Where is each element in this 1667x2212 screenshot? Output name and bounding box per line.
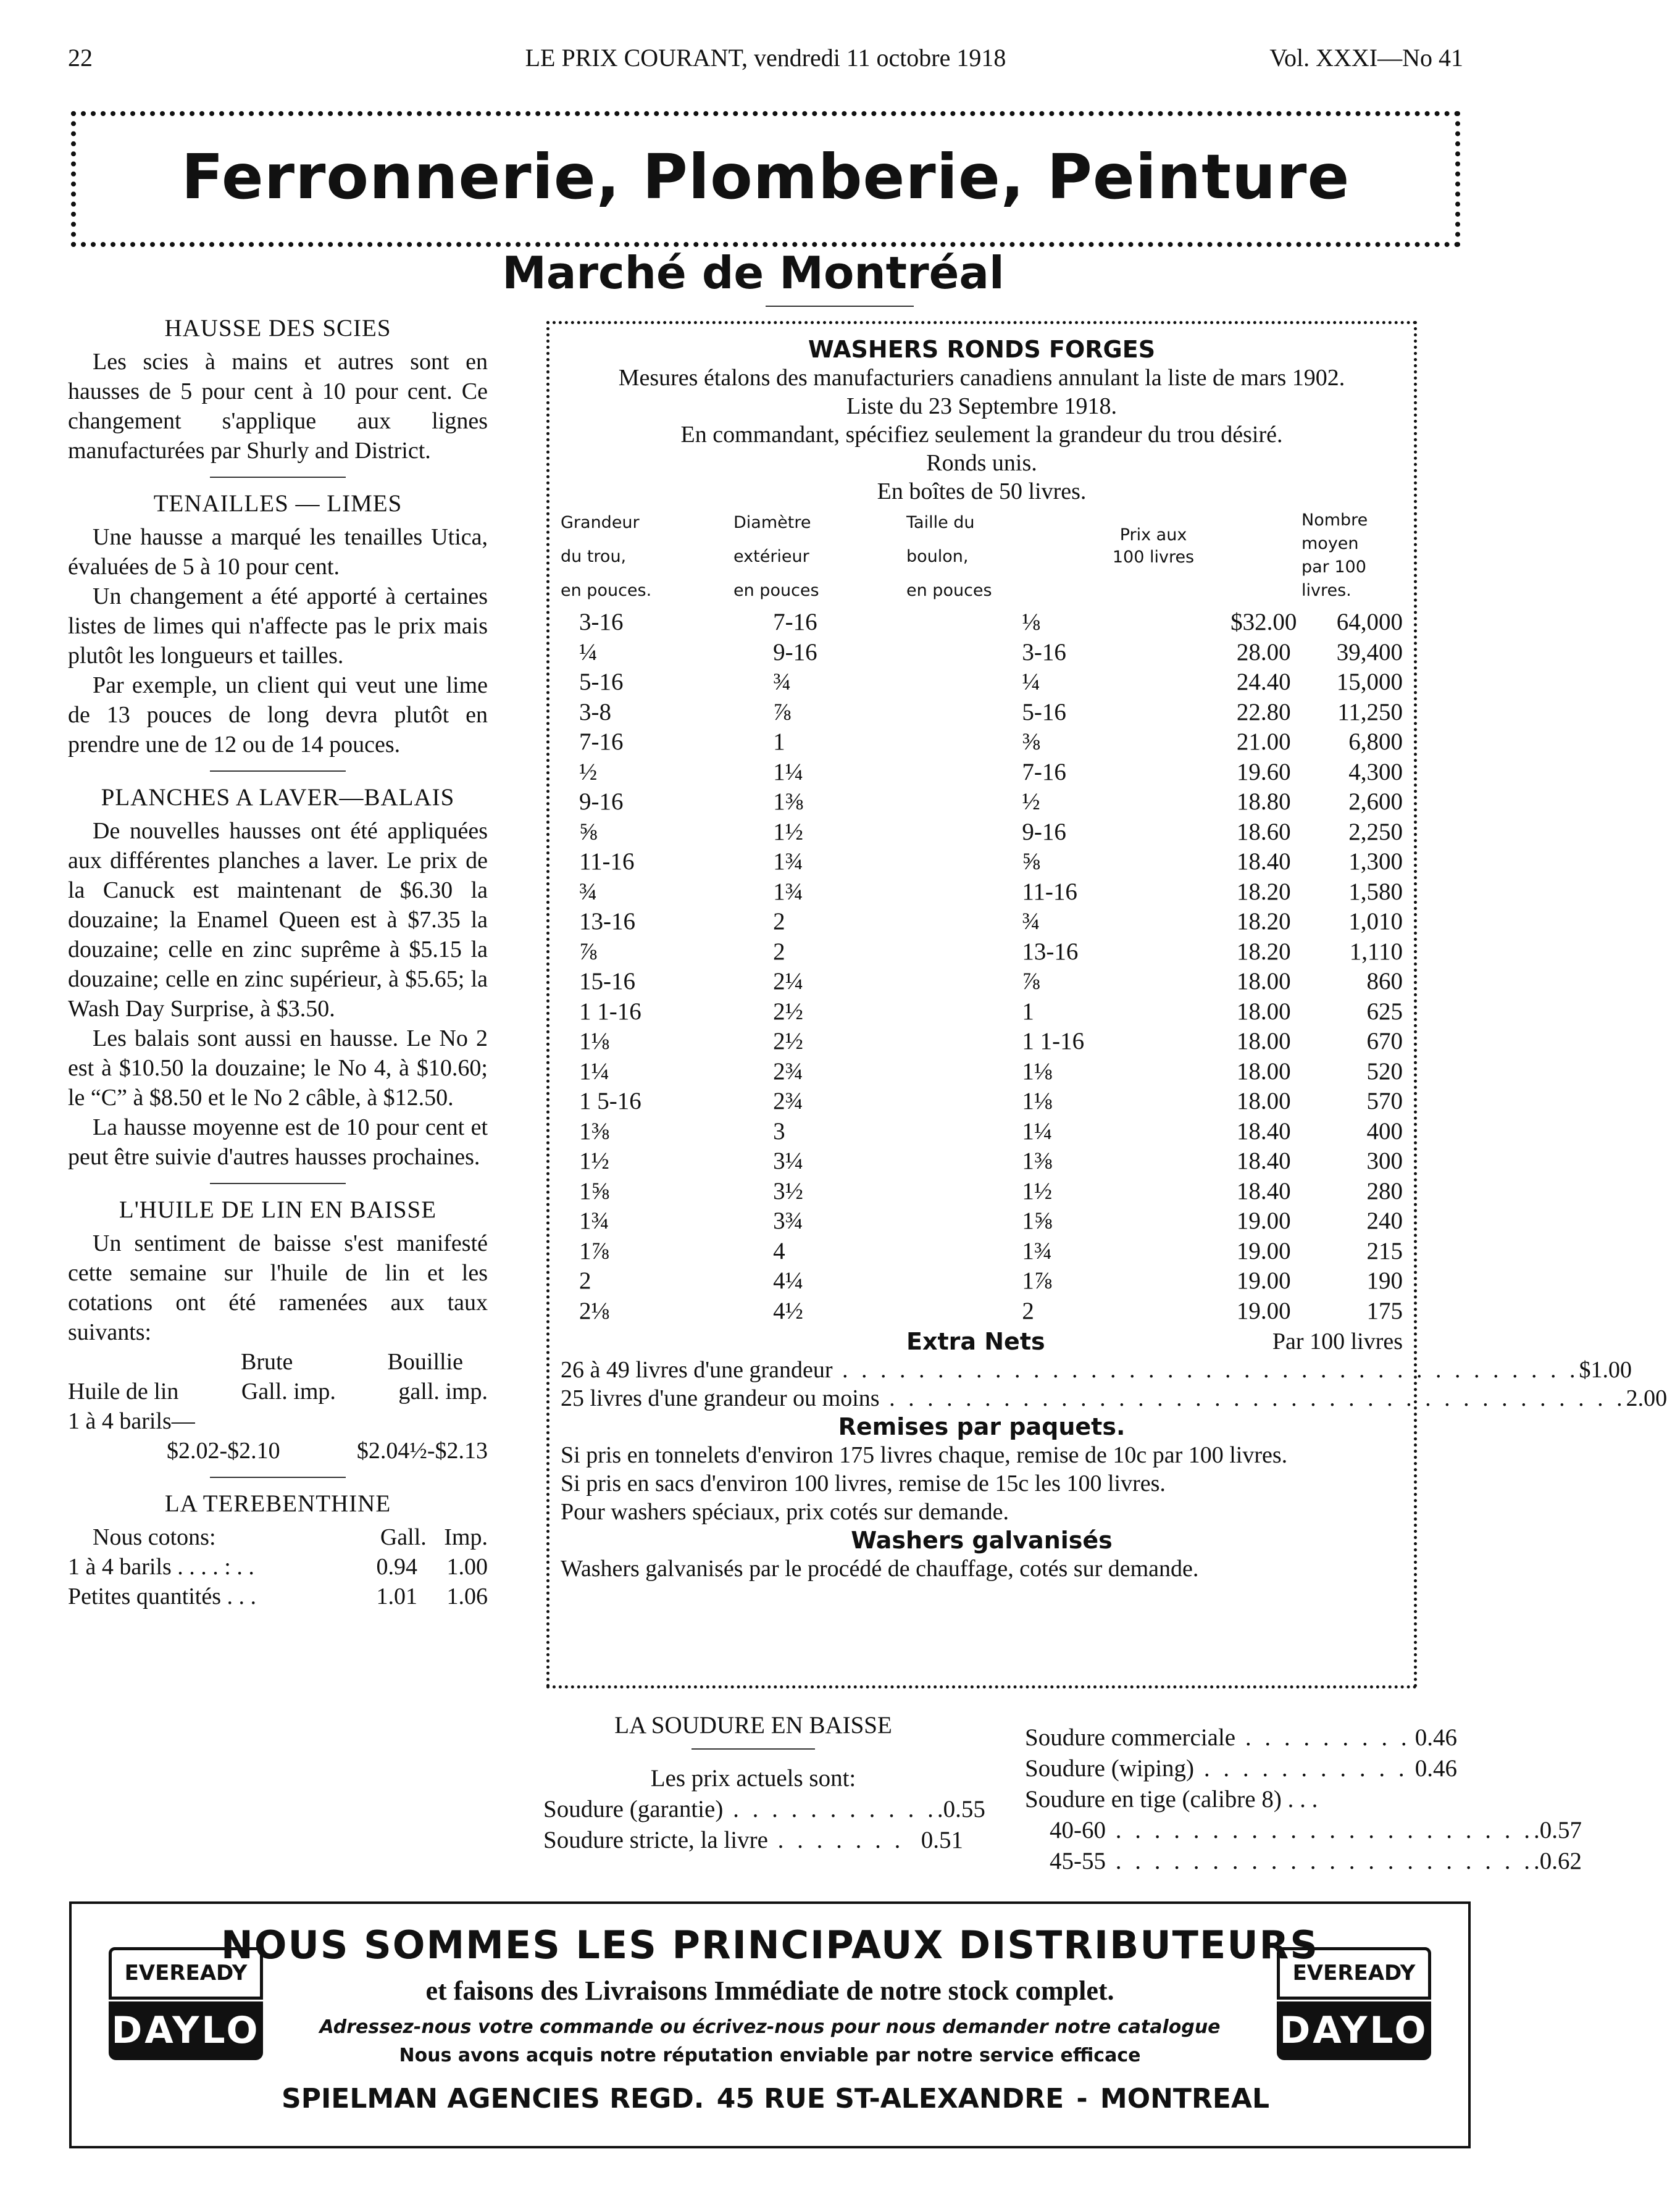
cell-grandeur: 15-16	[579, 968, 635, 995]
soudure-r4-value: 0.46	[1414, 1755, 1457, 1782]
cell-prix: 18.80	[1236, 788, 1291, 815]
col-header-taille	[906, 506, 992, 607]
dot-leader: . . . . . . .	[767, 1827, 905, 1853]
col-header-nombre	[1301, 509, 1368, 603]
col-header-line: Diamètre	[733, 513, 811, 532]
cell-grandeur: 1⅝	[579, 1177, 609, 1204]
cell-diametre: 3¾	[773, 1208, 803, 1234]
ad-line-2: et faisons des Livraisons Immédiate de notre stock complet.	[425, 1976, 1114, 2006]
remises-title: Remises par paquets.	[838, 1413, 1126, 1440]
washers-intro-3: En commandant, spécifiez seulement la grandeur du trou désiré.	[680, 422, 1283, 448]
extra-2-value: 2.00	[1626, 1385, 1667, 1411]
col-header-line: extérieur	[733, 547, 809, 566]
tereb-row-2	[68, 1582, 488, 1611]
cell-nombre: 300	[1366, 1148, 1403, 1174]
soudure-r7-label: 45-55	[1050, 1848, 1106, 1874]
cell-diametre: 7-16	[773, 609, 817, 635]
cell-grandeur: 9-16	[579, 788, 624, 815]
remises-2: Si pris en sacs d'environ 100 livres, remise de 15c les 100 livres.	[561, 1471, 1166, 1496]
cell-taille: ¼	[1022, 669, 1040, 695]
cell-grandeur: 11-16	[579, 848, 635, 875]
tereb-r2-values	[377, 1582, 488, 1611]
divider	[691, 1748, 815, 1750]
extra-line-1	[561, 1356, 1632, 1384]
dot-leader: . . . . . . . . . . .	[723, 1796, 937, 1822]
cell-prix: 21.00	[1236, 728, 1291, 755]
huile-qty: 1 à 4 barils—	[68, 1408, 195, 1434]
cell-nombre: 175	[1366, 1297, 1403, 1324]
cell-grandeur: 1½	[579, 1148, 609, 1174]
table-row	[561, 877, 1403, 908]
col-header-line: Grandeur	[561, 513, 640, 532]
cell-prix: 18.00	[1236, 1028, 1291, 1054]
cell-diametre: 2¼	[773, 968, 803, 995]
soudure-r4-label: Soudure (wiping)	[1025, 1755, 1195, 1782]
cell-nombre: 1,110	[1349, 938, 1403, 965]
tereb-header-row	[68, 1522, 488, 1552]
ad-line-3: Adressez-nous votre commande ou écrivez-nous pour nous demander notre catalogue	[319, 2016, 1221, 2038]
table-row	[561, 638, 1403, 668]
cell-diametre: 1½	[773, 818, 803, 845]
table-row	[561, 1027, 1403, 1057]
cell-diametre: 1¼	[773, 758, 803, 785]
cell-nombre: 64,000	[1336, 609, 1403, 635]
table-row	[561, 1146, 1403, 1177]
col-header-line: 100 livres	[1112, 548, 1195, 567]
table-row	[561, 727, 1403, 758]
cell-taille: ⅝	[1022, 848, 1040, 875]
soudure-r1-value: .0.55	[937, 1796, 985, 1822]
cell-grandeur: 2⅛	[579, 1297, 609, 1324]
table-row	[561, 847, 1403, 877]
soudure-row-1	[543, 1794, 985, 1825]
tereb-cols	[380, 1522, 488, 1552]
huile-heading: L'HUILE DE LIN EN BAISSE	[119, 1196, 437, 1223]
cell-prix: 18.40	[1236, 1148, 1291, 1174]
cell-prix: 18.00	[1236, 1058, 1291, 1085]
galvanises-text: Washers galvanisés par le procédé de chauffage, cotés sur demande.	[561, 1556, 1199, 1582]
soudure-r3-label: Soudure commerciale	[1025, 1724, 1236, 1751]
huile-col-bouillie: Bouillie	[387, 1349, 463, 1375]
cell-nombre: 1,300	[1348, 848, 1403, 875]
cell-prix: 19.00	[1236, 1237, 1291, 1264]
page-number: 22	[68, 44, 93, 72]
cell-nombre: 11,250	[1337, 698, 1403, 725]
remises-3: Pour washers spéciaux, prix cotés sur demande.	[561, 1499, 1009, 1525]
cell-taille: 1¼	[1022, 1117, 1053, 1145]
tereb-r1-v2: 1.00	[446, 1554, 488, 1580]
extra-1-value: $1.00	[1579, 1357, 1632, 1383]
soudure-r7-value: .0.62	[1534, 1848, 1582, 1874]
table-row	[561, 787, 1403, 817]
cell-taille: 1	[1022, 998, 1034, 1025]
tereb-r2-label: Petites quantités . . .	[68, 1584, 257, 1609]
cell-nombre: 15,000	[1336, 669, 1403, 695]
col-header-line: boulon,	[906, 547, 969, 566]
logo-eveready-text: EVEREADY	[109, 1947, 263, 2000]
cell-taille: 1⅞	[1022, 1267, 1053, 1294]
cell-taille: ¾	[1022, 908, 1040, 935]
huile-columns	[68, 1347, 488, 1377]
cell-diametre: 3¼	[773, 1148, 803, 1174]
remises-1: Si pris en tonnelets d'environ 175 livres chaque, remise de 10c par 100 livres.	[561, 1442, 1288, 1468]
extra-nets-unit: Par 100 livres	[1272, 1329, 1403, 1354]
cell-grandeur: ⅝	[579, 818, 598, 845]
cell-diametre: 3½	[773, 1177, 803, 1204]
left-column	[68, 309, 488, 1611]
huile-prices	[68, 1436, 488, 1466]
ad-address: 45 RUE ST-ALEXANDRE	[716, 2083, 1064, 2114]
page-header	[68, 43, 1463, 80]
cell-diametre: 1¾	[773, 848, 803, 875]
cell-diametre: 2½	[773, 998, 803, 1025]
terebenthine-heading: LA TEREBENTHINE	[164, 1490, 391, 1517]
cell-nombre: 670	[1366, 1028, 1403, 1054]
cell-prix: $32.00	[1230, 609, 1297, 635]
table-row	[561, 1237, 1403, 1267]
soudure-r5-label: Soudure en tige (calibre 8) . . .	[1025, 1786, 1318, 1813]
cell-prix: 18.40	[1236, 1117, 1291, 1145]
tenailles-paragraph-2: Un changement a été apporté à certaines listes de limes qui n'affecte pas le prix mais plutôt les longueurs et tailles.	[68, 583, 488, 669]
cell-diametre: 2¾	[773, 1088, 803, 1114]
cell-grandeur: 1 5-16	[579, 1088, 641, 1114]
cell-grandeur: 5-16	[579, 669, 624, 695]
cell-diametre: 2¾	[773, 1058, 803, 1085]
cell-grandeur: 13-16	[579, 908, 635, 935]
cell-nombre: 625	[1366, 998, 1403, 1025]
extra-nets-row	[561, 1327, 1403, 1356]
logo-daylo-text: DAYLO	[1277, 2001, 1431, 2060]
cell-diametre: 1	[773, 728, 785, 755]
cell-diametre: 2	[773, 908, 785, 935]
cell-nombre: 520	[1366, 1058, 1403, 1085]
logo-eveready-text: EVEREADY	[1277, 1947, 1431, 2000]
washers-intro-1: Mesures étalons des manufacturiers canadiens annulant la liste de mars 1902.	[618, 365, 1345, 391]
col-header-prix	[1092, 524, 1215, 569]
table-row	[561, 1117, 1403, 1147]
ad-line-4: Nous avons acquis notre réputation enviable par notre service efficace	[399, 2045, 1141, 2066]
table-row	[561, 817, 1403, 848]
cell-nombre: 1,010	[1348, 908, 1403, 935]
cell-prix: 18.20	[1236, 878, 1291, 905]
scies-text: Les scies à mains et autres sont en hausses de 5 pour cent à 10 pour cent. Ce changement s'applique aux lignes manufacturées par Shurly and District.	[68, 349, 488, 464]
planches-paragraph-3: La hausse moyenne est de 10 pour cent et peut être suivie d'autres hausses prochaines.	[68, 1114, 488, 1170]
soudure-row-2	[543, 1825, 963, 1856]
cell-prix: 18.60	[1236, 818, 1291, 845]
soudure-row-4	[1025, 1753, 1457, 1784]
tereb-r2-v1: 1.01	[376, 1584, 417, 1609]
cell-nombre: 860	[1366, 968, 1403, 995]
cell-grandeur: 1¾	[579, 1208, 609, 1234]
huile-col-brute: Brute	[241, 1349, 293, 1375]
cell-diametre: 4	[773, 1237, 785, 1264]
cell-taille: 1¾	[1022, 1237, 1053, 1264]
table-row	[561, 698, 1403, 728]
cell-grandeur: 1⅛	[579, 1028, 609, 1054]
col-header-line: en pouces.	[561, 581, 652, 600]
cell-prix: 22.80	[1236, 698, 1291, 725]
huile-row-label: Huile de lin	[68, 1379, 179, 1404]
divider	[210, 477, 346, 478]
cell-nombre: 2,600	[1348, 788, 1403, 815]
table-row	[561, 607, 1403, 638]
cell-taille: 13-16	[1022, 938, 1079, 965]
washers-table	[561, 607, 1403, 1326]
cell-taille: 1⅛	[1022, 1088, 1053, 1114]
table-row	[561, 1087, 1403, 1117]
huile-unit-1: Gall. imp.	[241, 1379, 336, 1404]
cell-prix: 18.20	[1236, 908, 1291, 935]
tereb-r1-values	[377, 1552, 488, 1582]
cell-taille: 1 1-16	[1022, 1028, 1085, 1054]
cell-taille: 9-16	[1022, 818, 1066, 845]
table-row	[561, 1206, 1403, 1237]
divider	[210, 1477, 346, 1478]
cell-diametre: 9-16	[773, 638, 817, 666]
cell-nombre: 280	[1366, 1177, 1403, 1204]
tereb-col-gall: Gall.	[380, 1524, 427, 1550]
cell-nombre: 240	[1366, 1208, 1403, 1234]
table-row	[561, 937, 1403, 967]
cell-nombre: 400	[1366, 1117, 1403, 1145]
cell-diametre: 1⅜	[773, 788, 803, 815]
cell-prix: 18.00	[1236, 1088, 1291, 1114]
huile-price-brute: $2.02-$2.10	[167, 1438, 280, 1464]
cell-prix: 24.40	[1236, 669, 1291, 695]
extra-nets-title: Extra Nets	[906, 1328, 1045, 1355]
tenailles-paragraph-3: Par exemple, un client qui veut une lime de 13 pouces de long devra plutôt en prendre une de 12 ou de 14 pouces.	[68, 672, 488, 758]
cell-nombre: 570	[1366, 1088, 1403, 1114]
cell-grandeur: 3-8	[579, 698, 611, 725]
dot-leader: . . . . . . . . . . . . . . . . . . . . . .	[1106, 1817, 1534, 1843]
tereb-r1-label: 1 à 4 barils . . . . : . .	[68, 1554, 254, 1580]
cell-nombre: 4,300	[1348, 758, 1403, 785]
table-row	[561, 758, 1403, 788]
cell-prix: 18.20	[1236, 938, 1291, 965]
table-row	[561, 967, 1403, 997]
cell-diametre: 4½	[773, 1297, 803, 1324]
planches-paragraph-1: De nouvelles hausses ont été appliquées aux différentes planches a laver. Le prix de la Canuck est maintenant de $6.30 la douzaine; la Enamel Queen est à $7.35 la douzaine; celle en zinc suprême à $5.15 la douzaine; celle en zinc supérieur, à $5.65; la Wash Day Surprise, à $3.50.	[68, 818, 488, 1022]
soudure-row-6	[1025, 1815, 1582, 1846]
cell-nombre: 215	[1366, 1237, 1403, 1264]
cell-grandeur: 1⅜	[579, 1117, 609, 1145]
cell-taille: 1⅜	[1022, 1148, 1053, 1174]
cell-diametre: 2	[773, 938, 785, 965]
table-row	[561, 1177, 1403, 1207]
col-header-line: en pouces	[733, 581, 819, 600]
cell-diametre: 3	[773, 1117, 785, 1145]
huile-text: Un sentiment de baisse s'est manifesté cette semaine sur l'huile de lin et les cotations ont été ramenées aux taux suivants:	[68, 1230, 488, 1345]
cell-taille: 7-16	[1022, 758, 1066, 785]
tereb-cote: Nous cotons:	[93, 1524, 216, 1550]
ad-address-line	[282, 2083, 1269, 2114]
soudure-r2-value: 0.51	[921, 1827, 963, 1853]
market-title: Marché de Montréal	[502, 247, 1005, 299]
table-row	[561, 1266, 1403, 1296]
tereb-col-imp: Imp.	[444, 1524, 488, 1550]
washers-table-body	[561, 607, 1403, 1326]
table-row	[561, 907, 1403, 937]
cell-taille: ⅜	[1022, 728, 1040, 755]
cell-prix: 19.00	[1236, 1208, 1291, 1234]
galvanises-title: Washers galvanisés	[851, 1527, 1113, 1554]
col-header-line: Prix aux	[1119, 525, 1187, 545]
cell-prix: 19.00	[1236, 1297, 1291, 1324]
col-header-line: moyen	[1301, 534, 1359, 553]
washers-intro-2: Liste du 23 Septembre 1918.	[846, 393, 1117, 419]
cell-grandeur: 1⅞	[579, 1237, 609, 1264]
huile-price-bouillie: $2.04½-$2.13	[356, 1438, 488, 1464]
cell-nombre: 6,800	[1348, 728, 1403, 755]
divider	[210, 1183, 346, 1184]
washers-box	[546, 321, 1667, 1688]
cell-diametre: ⅞	[773, 698, 792, 725]
col-header-line: Nombre	[1301, 511, 1368, 530]
cell-taille: ½	[1022, 788, 1040, 815]
cell-prix: 18.00	[1236, 998, 1291, 1025]
table-row	[561, 1296, 1403, 1327]
cell-nombre: 2,250	[1348, 818, 1403, 845]
divider	[210, 770, 346, 772]
masthead: LE PRIX COURANT, vendredi 11 octobre 1918	[525, 44, 1006, 72]
cell-diametre: ¾	[773, 669, 792, 695]
soudure-row-3	[1025, 1722, 1457, 1753]
soudure-r2-label: Soudure stricte, la livre	[543, 1827, 768, 1853]
extra-2-label: 25 livres d'une grandeur ou moins	[561, 1385, 880, 1411]
cell-grandeur: ¾	[579, 878, 598, 905]
ad-city: MONTREAL	[1100, 2083, 1269, 2114]
volume-number: Vol. XXXI—No 41	[1269, 44, 1463, 72]
extra-line-2	[561, 1384, 1667, 1413]
soudure-r3-value: 0.46	[1414, 1724, 1457, 1751]
divider	[766, 306, 914, 307]
col-header-line: livres.	[1301, 581, 1352, 600]
soudure-row-7	[1025, 1846, 1582, 1877]
dot-leader: . . . . . . . . .	[1235, 1724, 1411, 1751]
cell-grandeur: 1 1-16	[579, 998, 641, 1025]
col-header-line: Taille du	[906, 513, 975, 532]
cell-taille: 1⅛	[1022, 1058, 1053, 1085]
cell-nombre: 1,580	[1348, 878, 1403, 905]
dot-leader: . . . . . . . . . . . . . . . . . . . . . . . . . . . . . . . . . . . . . . .	[879, 1385, 1626, 1411]
cell-prix: 18.40	[1236, 1177, 1291, 1204]
huile-row	[68, 1377, 488, 1406]
col-header-line: par 100	[1301, 557, 1366, 577]
tereb-row-1	[68, 1552, 488, 1582]
section-banner	[71, 111, 1460, 247]
tereb-r1-v1: 0.94	[376, 1554, 417, 1580]
planches-heading: PLANCHES A LAVER—BALAIS	[101, 784, 455, 811]
cell-taille: 2	[1022, 1297, 1034, 1324]
col-header-line: en pouces	[906, 581, 992, 600]
col-header-diametre	[733, 506, 819, 607]
scies-heading: HAUSSE DES SCIES	[164, 315, 391, 341]
cell-taille: 1½	[1022, 1177, 1053, 1204]
logo-daylo-text: DAYLO	[109, 2001, 263, 2060]
cell-grandeur: 7-16	[579, 728, 624, 755]
advertisement	[69, 1901, 1471, 2148]
cell-taille: 11-16	[1022, 878, 1077, 905]
cell-diametre: 2½	[773, 1028, 803, 1054]
soudure-intro: Les prix actuels sont:	[650, 1765, 856, 1792]
tenailles-heading: TENAILLES — LIMES	[153, 490, 403, 517]
tenailles-paragraph-1: Une hausse a marqué les tenailles Utica, évaluées de 5 à 10 pour cent.	[68, 524, 488, 580]
washers-intro-5: En boîtes de 50 livres.	[877, 478, 1087, 504]
cell-prix: 18.40	[1236, 848, 1291, 875]
dot-leader: . . . . . . . . . . . . . . . . . . . . . .	[1106, 1848, 1534, 1874]
washers-title: WASHERS RONDS FORGES	[808, 336, 1156, 363]
banner-title: Ferronnerie, Plomberie, Peinture	[181, 141, 1350, 213]
ad-company: SPIELMAN AGENCIES REGD.	[282, 2083, 704, 2114]
tereb-r2-v2: 1.06	[446, 1584, 488, 1609]
dot-leader: . . . . . . . . . . . . . . . . . . . . . . . . . . . . . . . . . . . . . . .	[832, 1357, 1579, 1383]
cell-taille: ⅛	[1022, 609, 1040, 635]
cell-prix: 18.00	[1236, 968, 1291, 995]
cell-prix: 19.60	[1236, 758, 1291, 785]
col-header-grandeur	[561, 506, 651, 607]
cell-prix: 19.00	[1236, 1267, 1291, 1294]
cell-taille: 3-16	[1022, 638, 1066, 666]
washers-column-headers	[561, 506, 1403, 607]
ad-separator: -	[1076, 2083, 1088, 2114]
table-row	[561, 997, 1403, 1027]
cell-grandeur: ¼	[579, 638, 598, 666]
extra-1-label: 26 à 49 livres d'une grandeur	[561, 1357, 833, 1383]
col-header-line: du trou,	[561, 547, 627, 566]
cell-taille: 5-16	[1022, 698, 1066, 725]
cell-nombre: 190	[1366, 1267, 1403, 1294]
cell-grandeur: 3-16	[579, 609, 624, 635]
table-row	[561, 667, 1403, 698]
cell-diametre: 1¾	[773, 878, 803, 905]
washers-intro-4: Ronds unis.	[926, 450, 1037, 476]
cell-grandeur: 1¼	[579, 1058, 609, 1085]
cell-grandeur: ⅞	[579, 938, 598, 965]
cell-diametre: 4¼	[773, 1267, 803, 1294]
table-row	[561, 1057, 1403, 1087]
huile-unit-2: gall. imp.	[398, 1379, 488, 1404]
soudure-r1-label: Soudure (garantie)	[543, 1796, 724, 1822]
soudure-r6-value: .0.57	[1534, 1817, 1582, 1843]
dot-leader: . . . . . . . . . . .	[1194, 1755, 1408, 1782]
planches-paragraph-2: Les balais sont aussi en hausse. Le No 2 est à $10.50 la douzaine; le No 4, à $10.60; le “C” à $8.50 et le No 2 câble, à $12.50.	[68, 1025, 488, 1111]
cell-taille: ⅞	[1022, 968, 1040, 995]
cell-grandeur: 2	[579, 1267, 591, 1294]
cell-nombre: 39,400	[1336, 638, 1403, 666]
cell-taille: 1⅝	[1022, 1208, 1053, 1234]
soudure-right	[1025, 1722, 1582, 1877]
soudure-r6-label: 40-60	[1050, 1817, 1106, 1843]
cell-prix: 28.00	[1236, 638, 1291, 666]
cell-grandeur: ½	[579, 758, 598, 785]
soudure-heading: LA SOUDURE EN BAISSE	[614, 1712, 892, 1738]
soudure-left	[543, 1710, 985, 1856]
ad-headline: NOUS SOMMES LES PRINCIPAUX DISTRIBUTEURS	[220, 1922, 1319, 1968]
